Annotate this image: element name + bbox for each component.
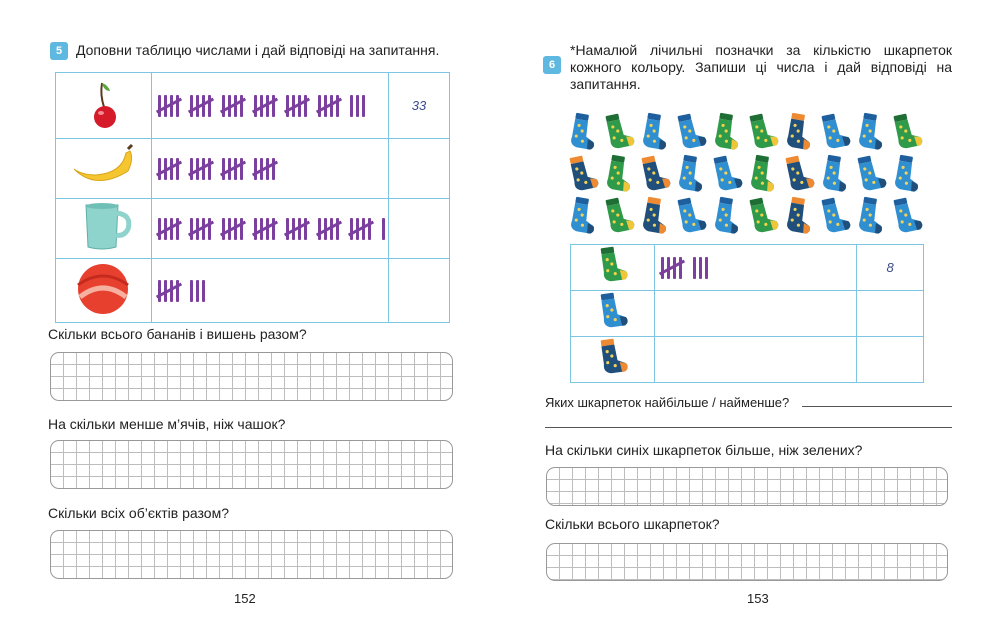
tally-group	[254, 158, 278, 180]
cup-icon	[56, 199, 151, 253]
socks-table	[570, 244, 924, 383]
question-most-least: Яких шкарпеток найбільше / найменше?	[545, 395, 790, 410]
answer-grid-5[interactable]	[546, 543, 948, 581]
orange-sock-icon	[565, 154, 601, 196]
tally-group	[254, 95, 278, 117]
task-6-badge: 6	[543, 56, 561, 74]
green-sock-cell	[571, 245, 655, 291]
cup-answer[interactable]	[389, 199, 450, 259]
ball-icon	[56, 259, 151, 317]
ball-answer[interactable]	[389, 259, 450, 323]
orange-sock-icon	[637, 196, 673, 238]
cup-cell	[56, 199, 152, 259]
ball-tally-cell	[152, 259, 389, 323]
socks-grid	[565, 112, 927, 238]
answer-line-1[interactable]	[802, 406, 952, 407]
orange-sock-icon	[595, 337, 629, 382]
page-number-right: 153	[747, 591, 769, 606]
answer-grid-1[interactable]	[50, 352, 453, 401]
tally-group	[254, 218, 278, 240]
blue-sock-icon	[565, 112, 601, 154]
blue-sock-icon	[817, 196, 853, 238]
tally-group	[222, 218, 246, 240]
blue-sock-icon	[817, 154, 853, 196]
blue-sock-icon	[709, 154, 745, 196]
banana-cell	[56, 139, 152, 199]
blue-sock-cell	[571, 291, 655, 337]
tally-group	[693, 257, 711, 279]
tally-group	[190, 95, 214, 117]
green-sock-tally-cell	[654, 245, 856, 291]
tally-group	[382, 218, 388, 240]
blue-sock-icon	[673, 196, 709, 238]
cup-tally	[152, 218, 388, 240]
tally-group	[158, 280, 182, 302]
question-blue-green: На скільки синіх шкарпеток більше, ніж зелених?	[545, 442, 863, 458]
question-all-socks: Скільки всього шкарпеток?	[545, 516, 720, 532]
tally-group	[286, 95, 310, 117]
orange-sock-icon	[781, 112, 817, 154]
ball-cell	[56, 259, 152, 323]
blue-sock-icon	[565, 196, 601, 238]
answer-grid-2[interactable]	[50, 440, 453, 489]
tally-group	[661, 257, 685, 279]
blue-sock-icon	[709, 196, 745, 238]
blue-sock-answer[interactable]	[857, 291, 924, 337]
page-number-left: 152	[234, 591, 256, 606]
green-sock-icon	[601, 196, 637, 238]
cherry-icon	[56, 73, 151, 133]
blue-sock-icon	[673, 112, 709, 154]
blue-sock-icon	[889, 154, 925, 196]
tally-group	[158, 158, 182, 180]
blue-sock-icon	[889, 196, 925, 238]
question-balls-cups: На скільки менше м’ячів, ніж чашок?	[48, 416, 286, 432]
green-sock-answer[interactable]: 8	[857, 245, 924, 291]
task-5-instruction: Доповни таблицю числами і дай відповіді на запитання.	[76, 42, 440, 58]
green-sock-icon	[745, 112, 781, 154]
cherry-cell	[56, 73, 152, 139]
tally-group	[318, 95, 342, 117]
orange-sock-icon	[637, 154, 673, 196]
blue-sock-icon	[853, 154, 889, 196]
tally-group	[190, 280, 208, 302]
tally-group	[222, 95, 246, 117]
banana-tally	[152, 158, 388, 180]
answer-grid-4[interactable]	[546, 467, 948, 506]
tally-group	[350, 218, 374, 240]
banana-answer[interactable]	[389, 139, 450, 199]
tally-group	[158, 95, 182, 117]
tally-group	[158, 218, 182, 240]
cherry-tally-cell	[152, 73, 389, 139]
blue-sock-icon	[637, 112, 673, 154]
task-5-badge: 5	[50, 42, 68, 60]
tally-group	[318, 218, 342, 240]
ball-tally	[152, 280, 388, 302]
green-sock-icon	[889, 112, 925, 154]
blue-sock-icon	[817, 112, 853, 154]
banana-icon	[56, 139, 151, 193]
blue-sock-icon	[673, 154, 709, 196]
orange-sock-icon	[781, 154, 817, 196]
answer-line-2[interactable]	[545, 427, 952, 428]
green-sock-icon	[601, 154, 637, 196]
green-sock-icon	[595, 245, 629, 290]
orange-sock-icon	[781, 196, 817, 238]
orange-sock-answer[interactable]	[857, 337, 924, 383]
question-all-objects: Скільки всіх об’єктів разом?	[48, 505, 229, 521]
question-bananas-cherries: Скільки всього бананів і вишень разом?	[48, 326, 307, 342]
orange-sock-tally-cell[interactable]	[654, 337, 856, 383]
green-sock-icon	[601, 112, 637, 154]
tally-group	[286, 218, 310, 240]
items-table	[55, 72, 450, 323]
blue-sock-icon	[595, 291, 629, 336]
cherry-tally	[152, 95, 388, 117]
green-sock-icon	[745, 154, 781, 196]
tally-group	[350, 95, 368, 117]
banana-tally-cell	[152, 139, 389, 199]
tally-group	[190, 218, 214, 240]
green-sock-icon	[745, 196, 781, 238]
blue-sock-icon	[853, 196, 889, 238]
cup-tally-cell	[152, 199, 389, 259]
blue-sock-icon	[853, 112, 889, 154]
orange-sock-cell	[571, 337, 655, 383]
blue-sock-tally-cell[interactable]	[654, 291, 856, 337]
tally-group	[222, 158, 246, 180]
task-6-instruction: *Намалюй лічильні позначки за кількістю шкарпеток кожного кольору. Запиши ці числа і дай відповіді на запитання.	[570, 42, 952, 92]
green-sock-tally	[655, 257, 856, 279]
green-sock-icon	[709, 112, 745, 154]
cherry-answer[interactable]: 33	[389, 73, 450, 139]
tally-group	[190, 158, 214, 180]
answer-grid-3[interactable]	[50, 530, 453, 579]
